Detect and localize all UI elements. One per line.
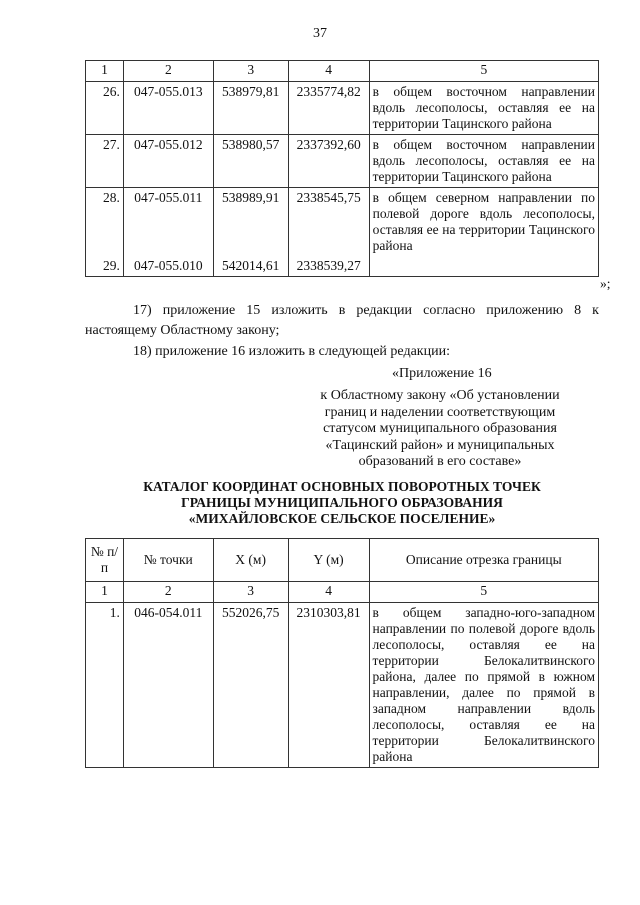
x-coordinate: 538980,57 — [213, 135, 288, 188]
col-number-1: 1 — [86, 61, 124, 82]
point-id: 047-055.013 — [123, 82, 213, 135]
col-number-2: 2 — [123, 61, 213, 82]
point-id: 047-055.011 — [123, 188, 213, 257]
row-index: 29. — [86, 256, 124, 277]
paragraph-17: 17) приложение 15 изложить в редакции согласно приложению 8 к настоящему Областному закону; — [85, 303, 599, 338]
y-coordinate: 2338545,75 — [288, 188, 369, 257]
catalog-title — [85, 479, 599, 527]
y-coordinate: 2337392,60 — [288, 135, 369, 188]
segment-description — [369, 256, 598, 277]
col-number-5: 5 — [369, 61, 598, 82]
catalog-title-line: «МИХАЙЛОВСКОЕ СЕЛЬСКОЕ ПОСЕЛЕНИЕ» — [188, 511, 496, 526]
coordinates-table-continued — [85, 60, 599, 277]
col-header-point: № точки — [123, 539, 213, 582]
col-number-4: 4 — [288, 582, 369, 603]
x-coordinate: 542014,61 — [213, 256, 288, 277]
segment-description: в общем западно-юго-западном направлении по полевой дороге вдоль лесополосы, оставляя ее на территории Белокалитвинского района, далее по прямой в южном направлении, далее по прямой в западном направлении вдоль лесополосы, оставляя ее на территории Белокалитвинского района — [369, 603, 598, 768]
col-number-3: 3 — [213, 61, 288, 82]
table-row — [86, 603, 599, 768]
segment-description: в общем северном направлении по полевой дороге вдоль лесополосы, оставляя ее на территории Тацинского района — [369, 188, 598, 257]
point-id: 046-054.011 — [123, 603, 213, 768]
appendix-reference: к Областному закону «Об установлении границ и наделении соответствующим статусом муниципального образования «Тацинский район» и муниципальных образований в его составе» — [320, 388, 560, 469]
row-index: 1. — [86, 603, 124, 768]
table-header-row — [86, 539, 599, 582]
col-header-description: Описание отрезка границы — [369, 539, 598, 582]
point-id: 047-055.010 — [123, 256, 213, 277]
x-coordinate: 538979,81 — [213, 82, 288, 135]
catalog-title-line: ГРАНИЦЫ МУНИЦИПАЛЬНОГО ОБРАЗОВАНИЯ — [181, 495, 503, 510]
col-number-4: 4 — [288, 61, 369, 82]
col-number-5: 5 — [369, 582, 598, 603]
row-index: 28. — [86, 188, 124, 257]
point-id: 047-055.012 — [123, 135, 213, 188]
col-header-x: X (м) — [213, 539, 288, 582]
catalog-title-line: КАТАЛОГ КООРДИНАТ ОСНОВНЫХ ПОВОРОТНЫХ ТОЧЕК — [143, 479, 541, 494]
y-coordinate: 2310303,81 — [288, 603, 369, 768]
closing-quote: »; — [600, 276, 611, 291]
col-number-1: 1 — [86, 582, 124, 603]
paragraph-18: 18) приложение 16 изложить в следующей редакции: — [133, 344, 450, 359]
table-row — [86, 135, 599, 188]
table-row — [86, 188, 599, 257]
col-number-3: 3 — [213, 582, 288, 603]
table-header-row — [86, 61, 599, 82]
table-row — [86, 82, 599, 135]
page-number: 37 — [313, 26, 327, 41]
col-header-y: Y (м) — [288, 539, 369, 582]
segment-description: в общем восточном направлении вдоль лесополосы, оставляя ее на территории Тацинского района — [369, 135, 598, 188]
appendix-title: «Приложение 16 — [392, 366, 492, 381]
col-number-2: 2 — [123, 582, 213, 603]
x-coordinate: 538989,91 — [213, 188, 288, 257]
y-coordinate: 2335774,82 — [288, 82, 369, 135]
table-numbering-row — [86, 582, 599, 603]
col-header-index: № п/п — [86, 539, 124, 582]
y-coordinate: 2338539,27 — [288, 256, 369, 277]
table-row — [86, 256, 599, 277]
row-index: 26. — [86, 82, 124, 135]
x-coordinate: 552026,75 — [213, 603, 288, 768]
row-index: 27. — [86, 135, 124, 188]
coordinates-table — [85, 538, 599, 768]
segment-description: в общем восточном направлении вдоль лесополосы, оставляя ее на территории Тацинского района — [369, 82, 598, 135]
